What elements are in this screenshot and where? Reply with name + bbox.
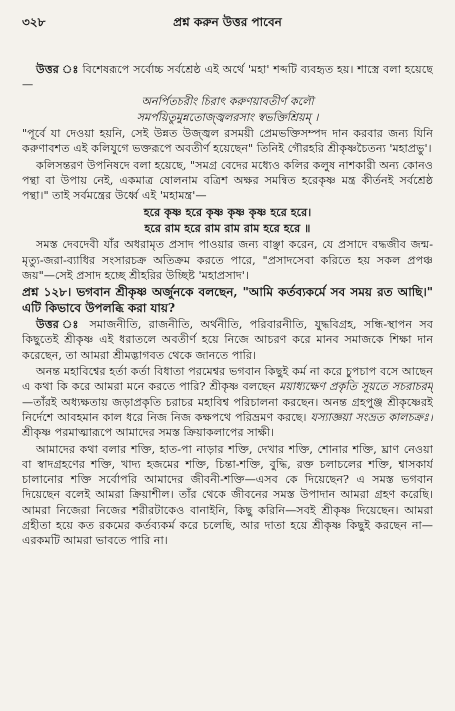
verse-translation: "পূর্বে যা দেওয়া হয়নি, সেই উন্নত উজ্জ্বল রসময়ী প্রেমভক্তিসম্পদ দান করবার জন্য যিনি করুণাবশত এই কলিযুগে ভক্তরূপে অবতীর্ণ হয়েছেন" তিনিই গৌরহরি শ্রীকৃষ্ণচৈতন্য 'মহাপ্রভু'।: [22, 127, 433, 156]
page-number: ৩২৮: [22, 15, 46, 29]
sanskrit-verse-line-2: সমর্পয়িতুমুন্নতোজ্জ্বলরসাং স্বভক্তিশ্রিয়ম্ ।: [136, 110, 319, 124]
prasad-paragraph: সমস্ত দেবদেবী যাঁর অধরামৃত প্রসাদ পাওয়ার জন্য বাঞ্ছা করেন, যে প্রসাদে বদ্ধজীব জন্ম-মৃত্যু-জরা-ব্যাধির সংসারচক্র অতিক্রম করতে পারে, "প্রসাদসেবা করিতে হয় সকল প্রপঞ্চ জয়"—সেই প্রসাদ হচ্ছে শ্রীহরির উচ্ছিষ্ট 'মহাপ্রসাদ'।: [22, 238, 433, 282]
answer-label: উত্তর ঃ: [36, 62, 79, 76]
sanskrit-verse-line-1: অনর্পিতচরীং চিরাৎ করুণয়াবতীর্ণ কলৌ: [141, 94, 314, 108]
mahamantra-line-1: হরে কৃষ্ণ হরে কৃষ্ণ কৃষ্ণ কৃষ্ণ হরে হরে।: [143, 204, 312, 219]
faculties-paragraph: আমাদের কথা বলার শক্তি, হাত-পা নাড়ার শক্তি, দেখার শক্তি, শোনার শক্তি, ঘ্রাণ নেওয়া বা স্বাদগ্রহণের শক্তি, খাদ্য হজমের শক্তি, চিন্তা-শক্তি, বুদ্ধি, রক্ত চলাচলের শক্তি, শ্বাসকার্য চালানোর শক্তি সর্বোপরি আমাদের জীবনী-শক্তি—এসব কে দিয়েছেন? এ সমস্ত ভগবান দিয়েছেন বলেই আমরা ক্রিয়াশীল। তাঁর থেকে জীবনের সমস্ত উপাদান আমরা গ্রহণ করেছি। আমরা নিজেরা নিজের শরীরটাকেও বানাইনি, কিছু করিনি—সবই শ্রীকৃষ্ণ দিয়েছেন। আমরা গ্রহীতা হয়ে কত রকমের কর্তব্যকর্ম করে চলেছি, আর দাতা হয়ে শ্রীকৃষ্ণ কিছুই করছেন না—এরকমটি আমরা ভাবতে পারি না।: [22, 442, 433, 548]
answer-paragraph-1: [22, 62, 433, 93]
page-body: [22, 62, 433, 705]
gita-quote-1: ময়াধ্যক্ষেণ প্রকৃতি সূয়তে সচরাচরম্: [279, 380, 433, 394]
mahamantra-line-2: হরে রাম হরে রাম রাম রাম হরে হরে ॥: [144, 220, 311, 235]
paragraph-text-a: অনন্ত মহাবিশ্বের হর্তা কর্তা বিধাতা পরমেশ্বর ভগবান কিছুই কর্ম না করে চুপচাপ বসে আছেন এ কথা কি করে আমরা মনে করতে পারি? শ্রীকৃষ্ণ বলছেন: [22, 365, 433, 394]
kalisantarana-paragraph: কলিসন্তরণ উপনিষদে বলা হয়েছে, "সমগ্র বেদের মধ্যেও কলির কলুষ নাশকারী অন্য কোনও পন্থা বা উপায় নেই, একমাত্র ষোলনাম বত্রিশ অক্ষর সমন্বিত হরেকৃষ্ণ মন্ত্র কীর্তনই সর্বশ্রেষ্ঠ পন্থা।" তাই সর্বমন্ত্রের উর্ধ্বে এই 'মহামন্ত্র'—: [22, 158, 433, 203]
cosmic-control-paragraph: [22, 364, 433, 440]
answer-text-2: সমাজনীতি, রাজনীতি, অর্থনীতি, পরিবারনীতি, যুদ্ধবিগ্রহ, সন্ধি-স্থাপন সব কিছুতেই শ্রীকৃষ্ণ এই ধরাতলে অবতীর্ণ হয়ে নিজে আচরণ করে মানব সমাজকে শিক্ষা দান করেছেন, তা আমরা শ্রীমদ্ভাগবত থেকে জানতে পারি।: [22, 318, 433, 362]
question-text: ভগবান শ্রীকৃষ্ণ অর্জুনকে বলছেন, "আমি কর্তব্যকর্মে সব সময় রত আছি।" এটি কিভাবে উপলব্ধি করা যায়?: [22, 285, 433, 316]
answer-text: বিশেষরূপে সর্বোচ্চ সর্বশ্রেষ্ঠ এই অর্থে 'মহা' শব্দটি ব্যবহৃত হয়। শাস্ত্রে বলা হয়েছে—: [22, 63, 433, 92]
answer-label-2: উত্তর ঃ: [36, 317, 83, 332]
question-128: [22, 284, 433, 316]
question-label: প্রশ্ন ১২৮।: [22, 285, 72, 300]
paragraph-text-b: —তাঁরই অধ্যক্ষতায় জড়াপ্রকৃতি চরাচর মহাবিশ্ব পরিচালনা করছেন। অনন্ত গ্রহপুঞ্জ শ্রীকৃষ্ণেরই নির্দেশে আবহমান কাল ধরে নিজ নিজ কক্ষপথে পরিভ্রমণ করছে।: [22, 395, 433, 424]
running-title: প্রশ্ন করুন উত্তর পাবেন: [173, 15, 282, 29]
paragraph-text-c: শ্রীকৃষ্ণ পরমাত্মারূপে আমাদের সমস্ত ক্রিয়াকলাপের সাক্ষী।: [22, 426, 275, 440]
gita-quote-2: যস্যাজ্ঞয়া সংভ্রত কালচক্রঃ।: [310, 410, 433, 424]
page-header: [22, 14, 433, 36]
answer-paragraph-2: [22, 317, 433, 363]
